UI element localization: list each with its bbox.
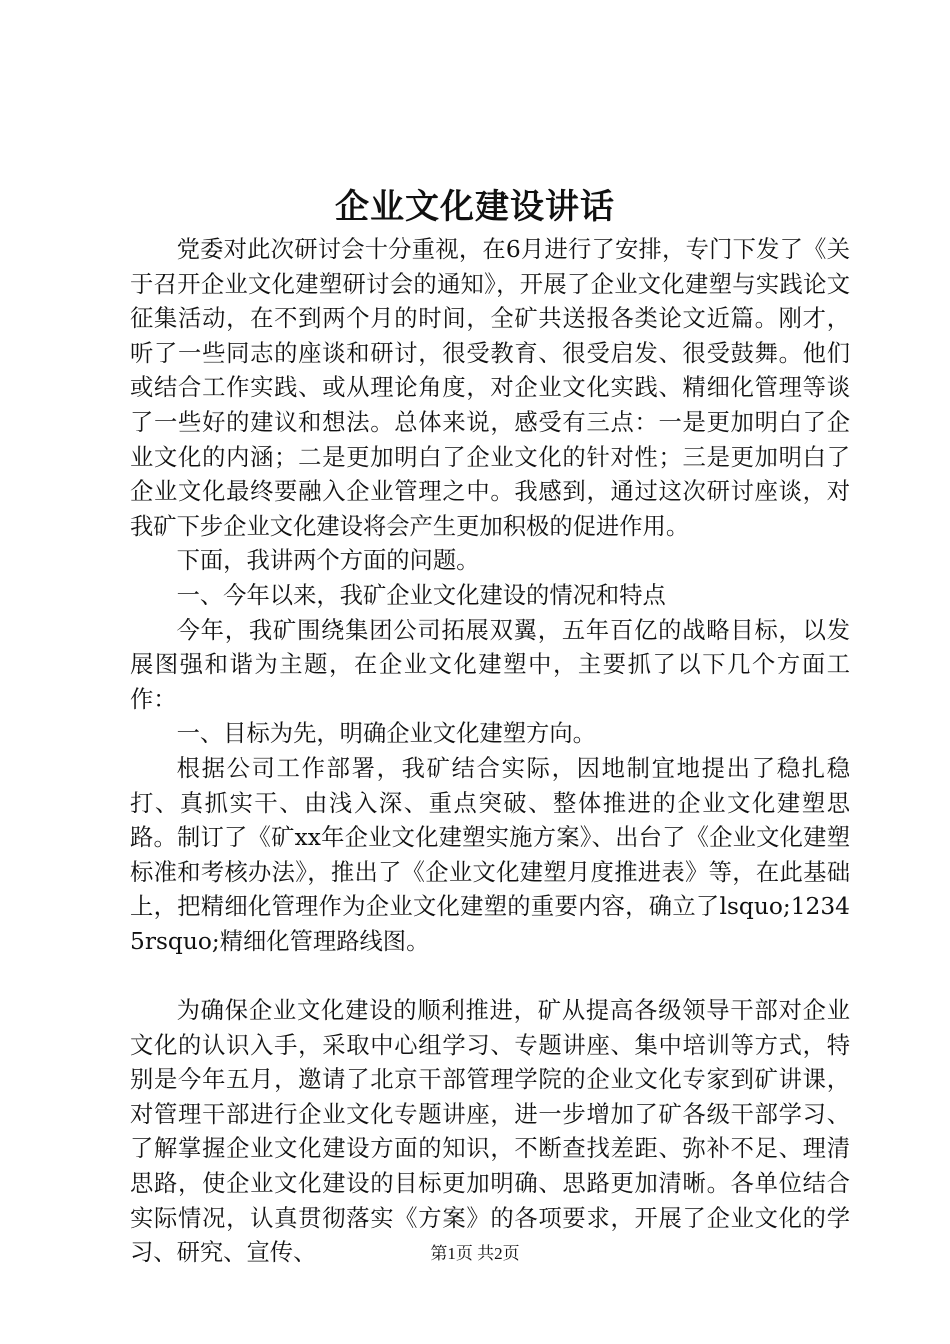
document-title: 企业文化建设讲话 — [335, 187, 615, 227]
section-heading-1: 一、今年以来，我矿企业文化建设的情况和特点 — [176, 581, 666, 609]
document-body — [130, 233, 850, 1271]
paragraph-deployment: 根据公司工作部署，我矿结合实际，因地制宜地提出了稳扎稳打、真抓实干、由浅入深、重点突破、整体推进的企业文化建塑思路。制订了《矿xx年企业文化建塑实施方案》、出台了《企业文化建塑标准和考核办法》，推出了《企业文化建塑月度推进表》等，在此基础上，把精细化管理作为企业文化建塑的重要内容，确立了lsquo;12345rsquo;精细化管理路线图。 — [130, 754, 850, 955]
subsection-heading-1: 一、目标为先，明确企业文化建塑方向。 — [176, 720, 596, 748]
paragraph-overview: 今年，我矿围绕集团公司拓展双翼，五年百亿的战略目标，以发展图强和谐为主题，在企业文化建塑中，主要抓了以下几个方面工作： — [130, 616, 850, 713]
page-footer: 第1页 共2页 — [430, 1244, 520, 1263]
paragraph-intro: 党委对此次研讨会十分重视，在6月进行了安排，专门下发了《关于召开企业文化建塑研讨会的通知》，开展了企业文化建塑与实践论文征集活动，在不到两个月的时间，全矿共送报各类论文近篇。刚才，听了一些同志的座谈和研讨，很受教育、很受启发、很受鼓舞。他们或结合工作实践、或从理论角度，对企业文化实践、精细化管理等谈了一些好的建议和想法。总体来说，感受有三点：一是更加明白了企业文化的内涵；二是更加明白了企业文化的针对性；三是更加明白了企业文化最终要融入企业管理之中。我感到，通过这次研讨座谈，对我矿下步企业文化建设将会产生更加积极的促进作用。 — [130, 236, 850, 540]
paragraph-training: 为确保企业文化建设的顺利推进，矿从提高各级领导干部对企业文化的认识入手，采取中心组学习、专题讲座、集中培训等方式，特别是今年五月，邀请了北京干部管理学院的企业文化专家到矿讲课，对管理干部进行企业文化专题讲座，进一步增加了矿各级干部学习、了解掌握企业文化建设方面的知识，不断查找差距、弥补不足、理清思路，使企业文化建设的目标更加明确、思路更加清晰。各单位结合实际情况，认真贯彻落实《方案》的各项要求，开展了企业文化的学习、研究、宣传、 — [130, 997, 850, 1267]
paragraph-transition: 下面，我讲两个方面的问题。 — [176, 547, 480, 575]
